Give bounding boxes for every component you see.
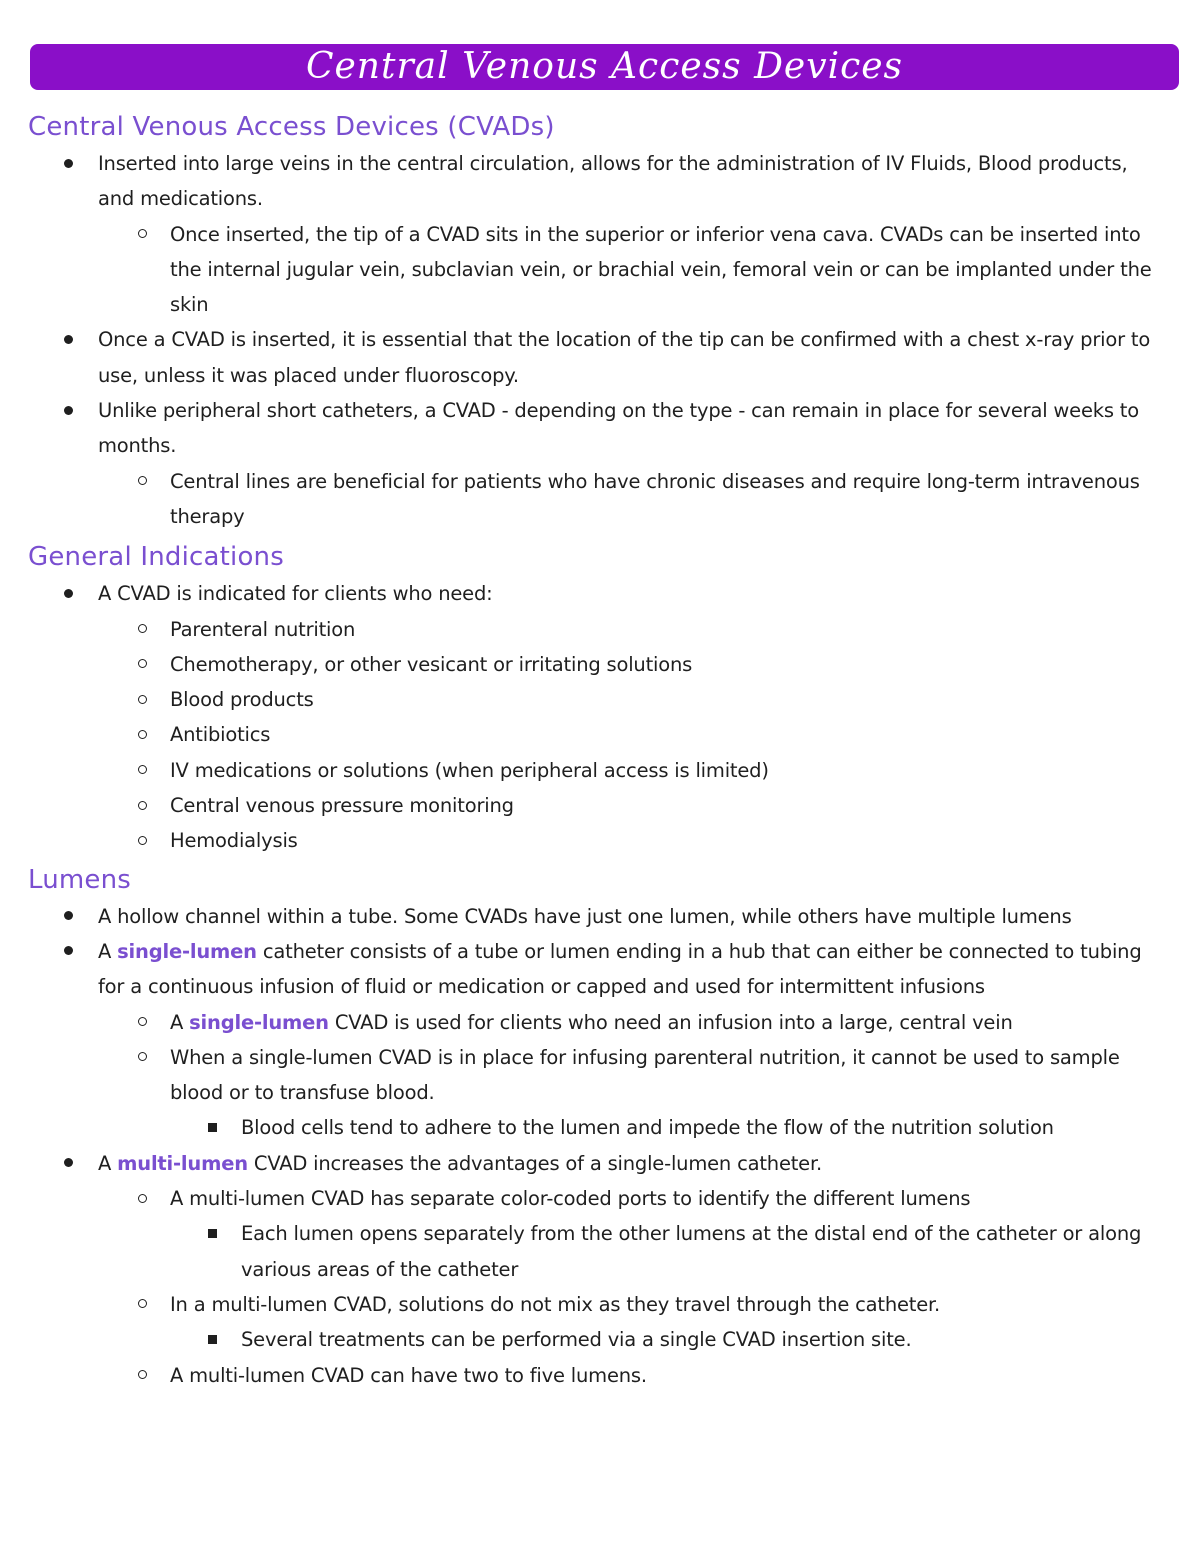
- list-item: A multi-lumen CVAD has separate color-coded ports to identify the different lumens: [28, 1181, 1168, 1216]
- bullet-ring-icon: [132, 1040, 152, 1075]
- bullet-ring-icon: [132, 788, 152, 823]
- bullet-ring-icon: [132, 1005, 152, 1040]
- list-item: A multi-lumen CVAD can have two to five lumens.: [28, 1358, 1168, 1393]
- title-banner: [30, 44, 1179, 90]
- bullet-dot-icon: [58, 1146, 78, 1181]
- bullet-ring-icon: [132, 647, 152, 682]
- section-heading-lumens: Lumens: [28, 864, 132, 895]
- bullet-dot-icon: [58, 576, 78, 611]
- bullet-dot-icon: [58, 393, 78, 428]
- list-item: Unlike peripheral short catheters, a CVAD - depending on the type - can remain in place for several weeks to months.: [28, 393, 1168, 464]
- list-item: Hemodialysis: [28, 823, 1168, 858]
- bullet-square-icon: [202, 1110, 222, 1145]
- lumens-list: [28, 899, 1168, 1393]
- document-body: [28, 108, 1168, 1393]
- bullet-ring-icon: [132, 612, 152, 647]
- list-item: Inserted into large veins in the central circulation, allows for the administration of IV Fluids, Blood products, and medications.: [28, 146, 1168, 217]
- bullet-ring-icon: [132, 464, 152, 499]
- list-item: Central venous pressure monitoring: [28, 788, 1168, 823]
- list-item: A multi-lumen CVAD increases the advantages of a single-lumen catheter.: [28, 1146, 1168, 1181]
- document-title: Central Venous Access Devices: [305, 46, 904, 87]
- list-item: Blood cells tend to adhere to the lumen and impede the flow of the nutrition solution: [28, 1110, 1168, 1145]
- list-item: Antibiotics: [28, 717, 1168, 752]
- bullet-dot-icon: [58, 322, 78, 357]
- section-heading-cvads: Central Venous Access Devices (CVADs): [28, 112, 555, 142]
- bullet-ring-icon: [132, 1358, 152, 1393]
- bullet-ring-icon: [132, 753, 152, 788]
- list-item: Once inserted, the tip of a CVAD sits in the superior or inferior vena cava. CVADs can be inserted into the internal jugular vein, subclavian vein, or brachial vein, femoral vein or can be implanted under the skin: [28, 217, 1168, 323]
- list-item: Blood products: [28, 682, 1168, 717]
- bullet-ring-icon: [132, 217, 152, 252]
- bullet-ring-icon: [132, 717, 152, 752]
- list-item: A single-lumen catheter consists of a tube or lumen ending in a hub that can either be connected to tubing for a continuous infusion of fluid or medication or capped and used for intermittent infusions: [28, 934, 1168, 1005]
- list-item: A CVAD is indicated for clients who need:: [28, 576, 1168, 611]
- list-item: In a multi-lumen CVAD, solutions do not mix as they travel through the catheter.: [28, 1287, 1168, 1322]
- list-item: A hollow channel within a tube. Some CVADs have just one lumen, while others have multiple lumens: [28, 899, 1168, 934]
- list-item: When a single-lumen CVAD is in place for infusing parenteral nutrition, it cannot be used to sample blood or to transfuse blood.: [28, 1040, 1168, 1111]
- term-single-lumen: single-lumen: [117, 939, 257, 963]
- list-item: A single-lumen CVAD is used for clients who need an infusion into a large, central vein: [28, 1005, 1168, 1040]
- bullet-ring-icon: [132, 682, 152, 717]
- bullet-square-icon: [202, 1216, 222, 1251]
- bullet-dot-icon: [58, 146, 78, 181]
- bullet-dot-icon: [58, 899, 78, 934]
- list-item: Once a CVAD is inserted, it is essential that the location of the tip can be confirmed with a chest x-ray prior to use, unless it was placed under fluoroscopy.: [28, 322, 1168, 393]
- term-multi-lumen: multi-lumen: [117, 1151, 248, 1175]
- bullet-ring-icon: [132, 823, 152, 858]
- list-item: Several treatments can be performed via a single CVAD insertion site.: [28, 1322, 1168, 1357]
- bullet-ring-icon: [132, 1181, 152, 1216]
- list-item: Each lumen opens separately from the other lumens at the distal end of the catheter or along various areas of the catheter: [28, 1216, 1168, 1287]
- list-item: Parenteral nutrition: [28, 612, 1168, 647]
- bullet-square-icon: [202, 1322, 222, 1357]
- term-single-lumen: single-lumen: [189, 1010, 329, 1034]
- list-item: IV medications or solutions (when peripheral access is limited): [28, 753, 1168, 788]
- list-item: Chemotherapy, or other vesicant or irritating solutions: [28, 647, 1168, 682]
- bullet-dot-icon: [58, 934, 78, 969]
- bullet-ring-icon: [132, 1287, 152, 1322]
- section-heading-indications: General Indications: [28, 542, 284, 573]
- indications-list: [28, 576, 1168, 858]
- list-item: Central lines are beneficial for patients who have chronic diseases and require long-term intravenous therapy: [28, 464, 1168, 535]
- cvads-list: [28, 146, 1168, 534]
